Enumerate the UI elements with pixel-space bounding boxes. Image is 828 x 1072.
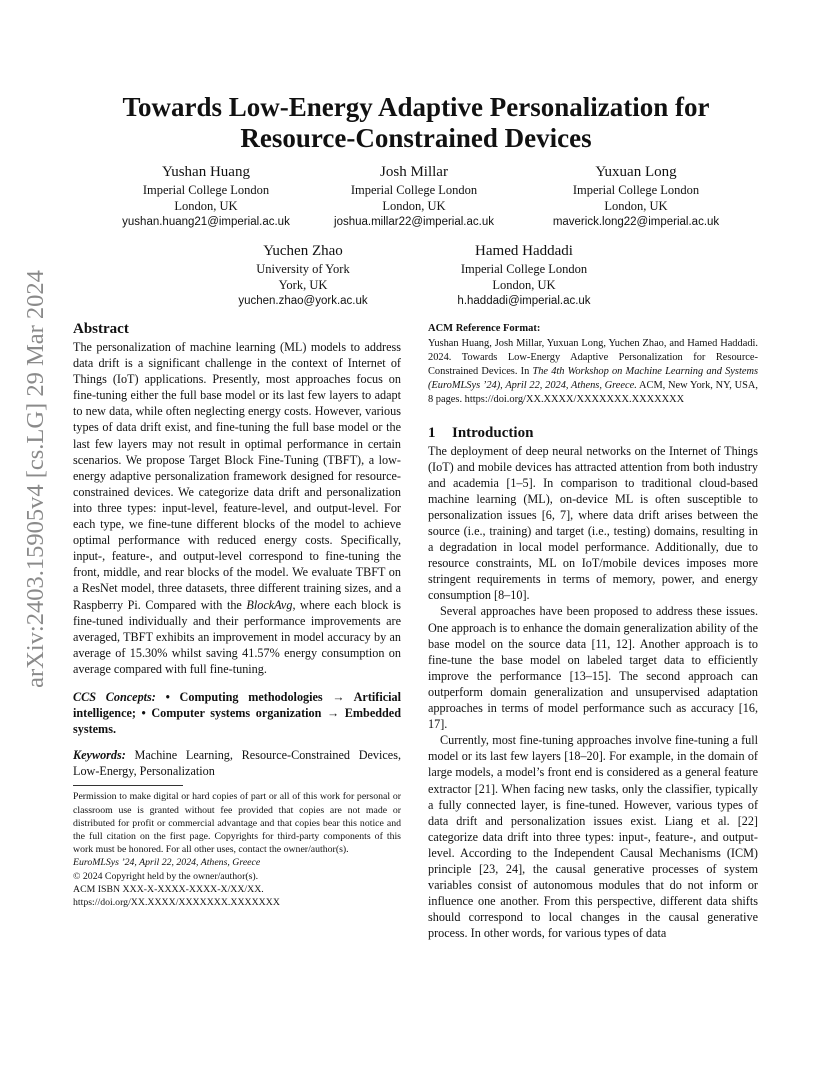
abstract-text-part: , where each block is fine-tuned individually and their performance improvements are averaged, TBFT exhibits an improvement in model accuracy by an average of 15.30% whilst saving 41.57% energy consumption on average compared with full fine-tuning. [73, 597, 401, 676]
acm-reference-heading: ACM Reference Format: [428, 323, 541, 334]
isbn-line: ACM ISBN XXX-X-XXXX-XXXX-X/XX/XX. [73, 883, 264, 895]
author-location: York, UK [278, 278, 328, 292]
author-name: Yuxuan Long [595, 164, 677, 180]
abstract-text [73, 339, 401, 677]
footnote-divider [73, 785, 183, 786]
abstract-heading: Abstract [73, 321, 129, 337]
permission-note: Permission to make digital or hard copies of part or all of this work for personal or classroom use is granted without fee provided that copies are not made or distributed for profit or commercial advantage and that copies bear this notice and the full citation on the first page. Copyrights for third-party components of this work must be honored. For all other uses, contact the owner/author(s). [73, 791, 401, 856]
arxiv-identifier [20, 270, 52, 688]
intro-paragraph: Currently, most fine-tuning approaches involve fine-tuning a full model or its last few layers [18–20]. For example, in the domain of large models, a model’s front end is considered as a general feature extractor [21]. When facing new tasks, only the classifier, typically a fully connected layer, is fine-tuned. However, various types of data drift and personalization issues exist. Liang et al. [22] categorize data drift into three types: input-, feature-, and output-level. According to the Independent Causal Mechanisms (ICM) principle [23, 24], the causal generative processes of system variables consist of autonomous modules that do not inform or influence one another. From this perspective, different data shifts should correspond to local changes in the causal generative process. In other words, for various types of data [428, 733, 758, 941]
blockavg-term: BlockAvg [246, 597, 293, 612]
paper-title: Towards Low-Energy Adaptive Personalization for Resource-Constrained Devices [122, 92, 710, 153]
intro-paragraph: The deployment of deep neural networks on the Internet of Things (IoT) and mobile devices has attracted attention from both industry and academia [1–5]. In comparison to traditional cloud-based machine learning (ML), on-device ML is often susceptible to personalization issues [6, 7], where data drift arises between the source (i.e., training) and target (i.e., testing) domains, resulting in a degradation in local model performance. Additionally, due to resource constraints, ML on IoT/mobile devices imposes more stringent requirements in terms of memory, power, and energy consumption [8–10]. [428, 443, 758, 603]
ccs-label: CCS Concepts: [73, 689, 156, 704]
abstract-text-part: The personalization of machine learning (ML) models to address data drift is a significant challenge in the context of Internet of Things (IoT) applications. Presently, most approaches focus on fine-tuning either the full base model or its last few layers to adapt to new data, while often neglecting energy costs. However, various types of data drift exist, and fine-tuning the full base model or the last few layers may not result in optimal performance in certain scenarios. We propose Target Block Fine-Tuning (TBFT), a low-energy adaptive personalization framework designed for resource-constrained devices. We categorize data drift and personalization into three types: input-level, feature-level, and output-level. For each type, we fine-tune different blocks of the model to achieve optimal performance with reduced energy costs. Specifically, input-, feature-, and output-level correspond to fine-tuning the front, middle, and rear blocks of the model. We evaluate TBFT on a ResNet model, three datasets, three different training sizes, and a Raspberry Pi. Compared with the [73, 340, 401, 612]
venue-line [73, 856, 401, 869]
acm-reference-text [428, 337, 758, 407]
author-block [394, 242, 654, 309]
author-name: Hamed Haddadi [475, 243, 573, 259]
left-column [73, 320, 401, 909]
author-affiliation: Imperial College London [350, 183, 478, 197]
author-name: Josh Millar [380, 164, 448, 180]
author-email: joshua.millar22@imperial.ac.uk [334, 216, 494, 228]
author-location: London, UK [174, 199, 238, 213]
author-location: London, UK [604, 199, 668, 213]
author-email: maverick.long22@imperial.ac.uk [552, 216, 720, 228]
acm-ref-part: ACM, New York, NY, USA, 8 pages. https://doi.org/XX.XXXX/XXXXXXX.XXXXXXX [428, 379, 758, 405]
ccs-concepts [73, 689, 401, 737]
section-title: Introduction [452, 424, 534, 441]
acm-ref-part: Yushan Huang, Josh Millar, Yuxuan Long, Yuchen Zhao, and Hamed Haddadi. 2024. Towards Low-Energy Adaptive Personalization for Resource-Constrained Devices. In [428, 338, 758, 377]
author-name: Yuchen Zhao [263, 243, 343, 259]
author-email: yushan.huang21@imperial.ac.uk [122, 216, 290, 228]
ccs-text: • Computing methodologies → Artificial intelligence; • Computer systems organization → Embedded systems. [73, 689, 401, 737]
section-number: 1 [428, 424, 436, 441]
arxiv-id-text: arXiv:2403.15905v4 [cs.LG] 29 Mar 2024 [22, 270, 49, 688]
keywords-text: Machine Learning, Resource-Constrained Devices, Low-Energy, Personalization [73, 748, 401, 779]
author-affiliation: University of York [256, 262, 350, 276]
keywords [73, 747, 401, 779]
author-affiliation: Imperial College London [572, 183, 700, 197]
keywords-label: Keywords: [73, 748, 126, 763]
venue-text: EuroMLSys ’24, April 22, 2024, Athens, Greece [73, 857, 261, 869]
author-block [284, 163, 544, 230]
author-name: Yushan Huang [162, 164, 250, 180]
author-email: h.haddadi@imperial.ac.uk [457, 295, 591, 307]
author-location: London, UK [492, 278, 556, 292]
author-location: London, UK [382, 199, 446, 213]
acm-ref-venue: The 4th Workshop on Machine Learning and Systems (EuroMLSys ’24), April 22, 2024, Athens, Greece. [428, 365, 758, 391]
right-column [428, 320, 758, 941]
copyright-line: © 2024 Copyright held by the owner/author(s). [73, 870, 259, 882]
intro-paragraph: Several approaches have been proposed to address these issues. One approach is to enhance the domain generalization ability of the base model on the source data [11, 12]. Another approach is to fine-tune the base model on labeled target data to efficiently improve the performance [13–15]. The second approach can outperform domain generalization and unsupervised adaptation approaches in terms of model performance such as accuracy [16, 17]. [428, 604, 758, 732]
author-affiliation: Imperial College London [142, 183, 270, 197]
author-affiliation: Imperial College London [460, 262, 588, 276]
author-email: yuchen.zhao@york.ac.uk [238, 295, 368, 307]
doi-line: https://doi.org/XX.XXXX/XXXXXXX.XXXXXXX [73, 897, 280, 909]
author-block [506, 163, 766, 230]
section-heading [428, 424, 758, 442]
